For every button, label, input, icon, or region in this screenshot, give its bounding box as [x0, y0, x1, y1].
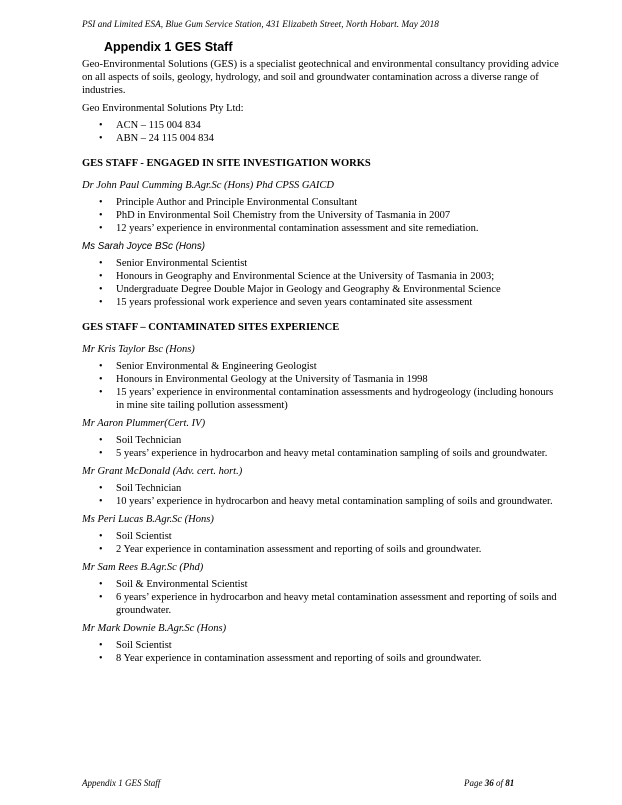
staff-name: Mr Aaron Plummer(Cert. IV) — [82, 418, 206, 429]
page-current: 36 — [484, 778, 494, 788]
list-item: • 6 years’ experience in hydrocarbon and heavy metal contamination assessment and reporting of soils and groundwater. — [82, 591, 560, 617]
page-total: 81 — [505, 778, 515, 788]
staff-points — [82, 639, 560, 665]
staff-entry — [82, 513, 560, 556]
company-identifiers — [82, 119, 560, 145]
staff-name: Ms Sarah Joyce BSc (Hons) — [82, 241, 206, 252]
list-item: • Soil Scientist — [82, 530, 560, 543]
staff-points — [82, 578, 560, 617]
list-item: • Honours in Environmental Geology at the University of Tasmania in 1998 — [82, 373, 560, 386]
list-item: • 12 years’ experience in environmental contamination assessment and site remediation. — [82, 222, 560, 235]
staff-entry — [82, 561, 560, 617]
list-item: • 5 years’ experience in hydrocarbon and heavy metal contamination sampling of soils and groundwater. — [82, 447, 560, 460]
list-item: • Senior Environmental & Engineering Geologist — [82, 360, 560, 373]
list-item: • Senior Environmental Scientist — [82, 257, 560, 270]
staff-entry — [82, 465, 560, 508]
list-item: • PhD in Environmental Soil Chemistry from the University of Tasmania in 2007 — [82, 209, 560, 222]
staff-name: Mr Mark Downie B.Agr.Sc (Hons) — [82, 623, 227, 634]
staff-entry — [82, 179, 560, 235]
staff-points — [82, 360, 560, 412]
list-item: • Principle Author and Principle Environmental Consultant — [82, 196, 560, 209]
list-item: • 2 Year experience in contamination assessment and reporting of soils and groundwater. — [82, 543, 560, 556]
staff-entry — [82, 417, 560, 460]
staff-points — [82, 482, 560, 508]
list-item: • ACN – 115 004 834 — [82, 119, 560, 132]
staff-name: Dr John Paul Cumming B.Agr.Sc (Hons) Phd CPSS GAICD — [82, 180, 334, 191]
list-item: • ABN – 24 115 004 834 — [82, 132, 560, 145]
list-item: • Soil Technician — [82, 434, 560, 447]
list-item: • Soil & Environmental Scientist — [82, 578, 560, 591]
staff-entry — [82, 622, 560, 665]
section-heading: GES STAFF – CONTAMINATED SITES EXPERIENCE — [82, 322, 340, 333]
section-heading: GES STAFF - ENGAGED IN SITE INVESTIGATION WORKS — [82, 158, 371, 169]
footer-title: Appendix 1 GES Staff — [82, 778, 161, 788]
staff-points — [82, 434, 560, 460]
list-item: • Soil Scientist — [82, 639, 560, 652]
staff-name: Mr Grant McDonald (Adv. cert. hort.) — [82, 466, 243, 477]
page-number — [464, 778, 514, 788]
staff-entry — [82, 240, 560, 309]
page-of: of — [496, 778, 504, 788]
staff-points — [82, 196, 560, 235]
list-item: • Honours in Geography and Environmental Science at the University of Tasmania in 2003; — [82, 270, 560, 283]
list-item: • 15 years’ experience in environmental contamination assessments and hydrogeology (including honours in mine site tailing pollution assessment) — [82, 386, 560, 412]
intro-paragraph: Geo-Environmental Solutions (GES) is a specialist geotechnical and environmental consultancy providing advice on all aspects of soils, geology, hydrology, and soil and groundwater contamination across a diverse range of industries. — [82, 59, 559, 96]
staff-name: Mr Kris Taylor Bsc (Hons) — [82, 344, 195, 355]
list-item: • 15 years professional work experience and seven years contaminated site assessment — [82, 296, 560, 309]
staff-points — [82, 530, 560, 556]
staff-name: Ms Peri Lucas B.Agr.Sc (Hons) — [82, 514, 214, 525]
staff-name: Mr Sam Rees B.Agr.Sc (Phd) — [82, 562, 204, 573]
company-name: Geo Environmental Solutions Pty Ltd: — [82, 103, 244, 114]
page-word: Page — [464, 778, 483, 788]
list-item: • 10 years’ experience in hydrocarbon and heavy metal contamination sampling of soils and groundwater. — [82, 495, 560, 508]
list-item: • 8 Year experience in contamination assessment and reporting of soils and groundwater. — [82, 652, 560, 665]
staff-entry — [82, 343, 560, 412]
list-item: • Soil Technician — [82, 482, 560, 495]
page-title: Appendix 1 GES Staff — [104, 40, 233, 54]
staff-points — [82, 257, 560, 309]
list-item: • Undergraduate Degree Double Major in Geology and Geography & Environmental Science — [82, 283, 560, 296]
running-header: PSI and Limited ESA, Blue Gum Service Station, 431 Elizabeth Street, North Hobart. May 2018 — [82, 19, 439, 29]
page-content — [82, 40, 560, 670]
